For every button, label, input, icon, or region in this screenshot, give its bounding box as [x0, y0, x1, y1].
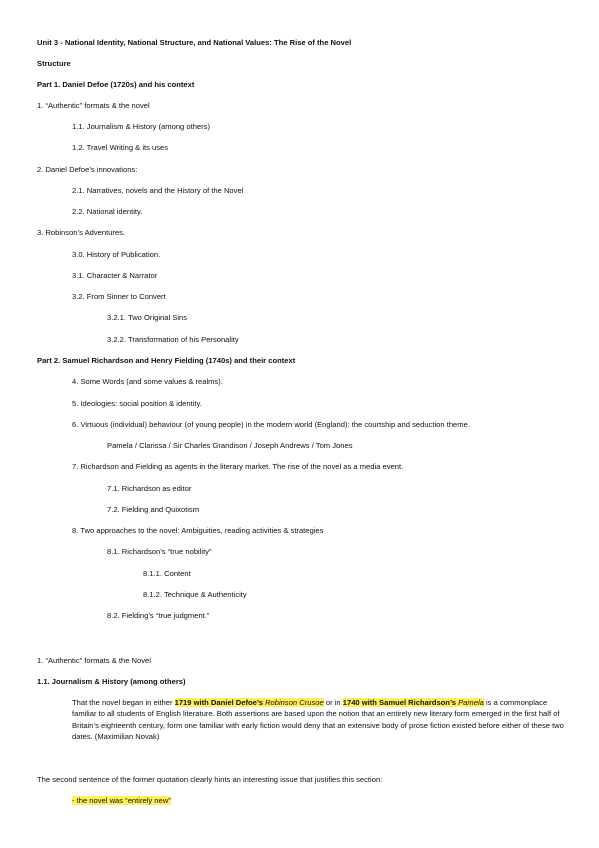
outline-item: 8. Two approaches to the novel: Ambiguities, reading activities & strategies — [72, 526, 324, 535]
document-title: Unit 3 - National Identity, National Structure, and National Values: The Rise of the Novel — [37, 38, 352, 47]
outline-item: 3. Robinson’s Adventures. — [37, 228, 126, 237]
outline-item: 1. “Authentic” formats & the novel — [37, 101, 150, 110]
quote-text: is a commonplace familiar to all students of English literature. Both assertions are based upon the notion that an entirely new literary form emerged in the first half of Britain’s eighteenth century, form one familiar with early fiction would deny that an extensive body of prose fiction existed before either of these two dates. (Maximilian Novak) — [72, 698, 564, 741]
outline-item: 3.2. From Sinner to Convert — [72, 292, 166, 301]
highlighted-bullet — [72, 796, 171, 806]
quote-highlight-defoe: 1719 with Daniel Defoe’s — [174, 698, 266, 707]
outline-part-2: Part 2. Samuel Richardson and Henry Fielding (1740s) and their context — [37, 356, 296, 365]
outline-item: 2.2. National identity. — [72, 207, 143, 216]
quote-text: or in — [323, 698, 343, 707]
outline-item: 8.1.2. Technique & Authenticity — [143, 590, 247, 599]
outline-item: 8.1.1. Content — [143, 569, 191, 578]
outline-item: 3.2.2. Transformation of his Personality — [107, 335, 239, 344]
outline-item: 1.2. Travel Writing & its uses — [72, 143, 169, 152]
quote-highlight-richardson: 1740 with Samuel Richardson’s — [342, 698, 459, 707]
outline-part-1: Part 1. Daniel Defoe (1720s) and his context — [37, 80, 195, 89]
outline-item: 1.1. Journalism & History (among others) — [72, 122, 211, 131]
outline-item: 7. Richardson and Fielding as agents in the literary market. The rise of the novel as a media event. — [72, 462, 404, 471]
quote-highlight-pamela: Pamela — [458, 698, 484, 707]
quote-text: That the novel began in either — [72, 698, 175, 707]
outline-item: 4. Some Words (and some values & realms). — [72, 377, 223, 386]
outline-item: 3.2.1. Two Original Sins — [107, 313, 188, 322]
outline-item: 7.1. Richardson as editor — [107, 484, 192, 493]
section-heading: 1. “Authentic” formats & the Novel — [37, 656, 151, 665]
outline-item: 7.2. Fielding and Quixotism — [107, 505, 200, 514]
outline-item: 6. Virtuous (individual) behaviour (of young people) in the modern world (England): the courtship and seduction theme. — [72, 420, 470, 429]
block-quote — [72, 697, 572, 742]
outline-item: 8.1. Richardson’s “true nobility” — [107, 547, 212, 556]
outline-item: 3.0. History of Publication. — [72, 250, 161, 259]
outline-item: Pamela / Clarissa / Sir Charles Grandison / Joseph Andrews / Tom Jones — [107, 441, 353, 450]
outline-item: 2. Daniel Defoe’s innovations: — [37, 165, 138, 174]
subsection-heading: 1.1. Journalism & History (among others) — [37, 677, 186, 686]
bullet-highlight: - the novel was “entirely new” — [72, 796, 171, 805]
outline-item: 2.1. Narratives, novels and the History of the Novel — [72, 186, 244, 195]
outline-item: 8.2. Fielding’s “true judgment.” — [107, 611, 210, 620]
structure-label: Structure — [37, 59, 71, 68]
quote-highlight-crusoe: Robinson Crusoe — [265, 698, 324, 707]
outline-item: 5. Ideologies: social position & identity. — [72, 399, 202, 408]
outline-item: 3.1. Character & Narrator — [72, 271, 158, 280]
body-sentence: The second sentence of the former quotation clearly hints an interesting issue that justifies this section: — [37, 775, 383, 784]
